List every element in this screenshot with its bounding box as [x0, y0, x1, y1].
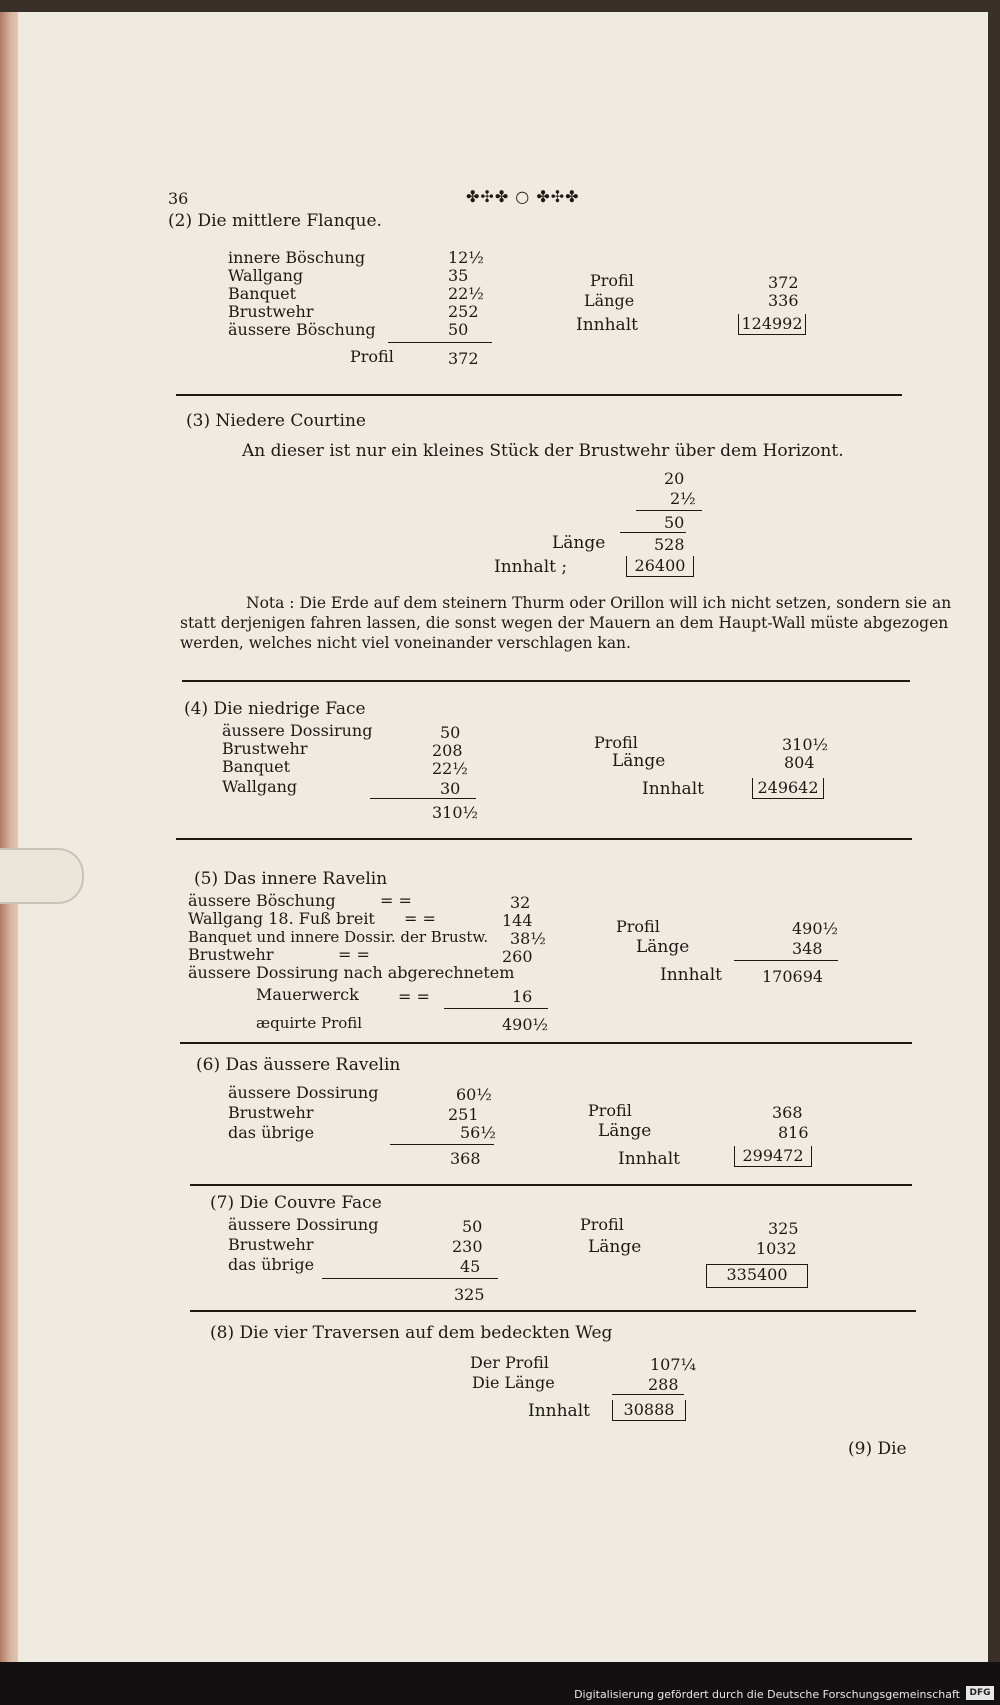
sum-line: [444, 1008, 548, 1009]
s5-row-dots: = =: [380, 891, 412, 910]
section-4-heading: (4) Die niedrige Face: [184, 699, 366, 719]
s4-result-box: 249642: [752, 778, 824, 799]
s3-number: 20: [664, 469, 685, 488]
s2-calc-value: 372: [768, 273, 799, 292]
s3-calc-label: Länge: [552, 533, 606, 553]
s4-row-label: äussere Dossirung: [222, 721, 373, 740]
s5-calc-value: 170694: [762, 967, 824, 986]
s7-calc-label: Länge: [588, 1237, 642, 1257]
s2-row-label: Brustwehr: [228, 302, 314, 321]
s5-row-value: 32: [510, 893, 531, 912]
s3-calc-label: Innhalt ;: [494, 557, 568, 577]
book-page: [18, 12, 988, 1662]
s7-row-label: Brustwehr: [228, 1235, 314, 1254]
sum-line: [322, 1278, 498, 1279]
sum-line: [390, 1144, 494, 1145]
s3-calc-value: 528: [654, 535, 685, 554]
footer-text: Digitalisierung gefördert durch die Deutsche Forschungsgemeinschaft: [574, 1688, 960, 1701]
s2-row-value: 252: [448, 302, 479, 321]
s2-sum-value: 372: [448, 349, 479, 368]
s4-row-label: Brustwehr: [222, 739, 308, 758]
s6-row-label: Brustwehr: [228, 1103, 314, 1122]
s6-calc-value: 368: [772, 1103, 803, 1122]
ornament: ✤✣✤ ○ ✤✣✤: [466, 187, 580, 206]
s8-result-box: 30888: [612, 1400, 686, 1421]
s5-calc-label: Profil: [616, 917, 660, 936]
page-bookmark-tab[interactable]: [0, 848, 84, 904]
s8-calc-value: 107¼: [650, 1355, 697, 1374]
dfg-logo: DFG: [966, 1686, 994, 1700]
s4-row-label: Wallgang: [222, 777, 298, 796]
section-8-heading: (8) Die vier Traversen auf dem bedeckten Weg: [210, 1323, 613, 1343]
section-divider: [180, 1042, 912, 1044]
sum-line: [620, 532, 686, 533]
s5-row-label: Wallgang 18. Fuß breit: [188, 909, 375, 928]
s8-calc-label: Innhalt: [528, 1401, 590, 1421]
section-5-heading: (5) Das innere Ravelin: [194, 869, 388, 889]
s2-row-value: 50: [448, 320, 469, 339]
s6-row-value: 251: [448, 1105, 479, 1124]
s6-sum-value: 368: [450, 1149, 481, 1168]
s5-row-label: äussere Böschung: [188, 891, 336, 910]
s8-calc-label: Die Länge: [472, 1373, 555, 1392]
s2-row-value: 12½: [448, 248, 484, 267]
section-divider: [176, 394, 902, 396]
sum-line: [734, 960, 838, 961]
s5-calc-value: 490½: [792, 919, 839, 938]
section-divider: [176, 838, 912, 840]
section-6-heading: (6) Das äussere Ravelin: [196, 1055, 401, 1075]
section-divider: [182, 680, 910, 682]
s7-row-value: 230: [452, 1237, 483, 1256]
s7-row-label: äussere Dossirung: [228, 1215, 379, 1234]
s6-row-value: 60½: [456, 1085, 492, 1104]
s4-calc-label: Länge: [612, 751, 666, 771]
s2-result-box: 124992: [738, 314, 806, 335]
sum-line: [370, 798, 476, 799]
s2-row-value: 35: [448, 266, 469, 285]
s7-calc-value: 1032: [756, 1239, 797, 1258]
s7-sum-value: 325: [454, 1285, 485, 1304]
s7-row-label: das übrige: [228, 1255, 315, 1274]
s7-result-box: 335400: [706, 1264, 808, 1288]
s5-row-value: 38½: [510, 929, 546, 948]
section-3-heading: (3) Niedere Courtine: [186, 411, 366, 431]
s2-row-label: Wallgang: [228, 266, 304, 285]
s4-row-value: 22½: [432, 759, 468, 778]
s2-calc-label: Profil: [590, 271, 634, 290]
s5-row-value: 144: [502, 911, 533, 930]
section-divider: [190, 1310, 916, 1312]
s6-calc-label: Länge: [598, 1121, 652, 1141]
s4-calc-value: 310½: [782, 735, 829, 754]
s6-calc-label: Profil: [588, 1101, 632, 1120]
s5-row-label: äussere Dossirung nach abgerechnetem: [188, 963, 515, 982]
nota-line: statt derjenigen fahren lassen, die sonst wegen der Mauern an dem Haupt-Wall müste abgezogen: [180, 614, 949, 632]
s6-row-value: 56½: [460, 1123, 496, 1142]
s4-row-value: 208: [432, 741, 463, 760]
s5-row-dots: = =: [338, 945, 370, 964]
s5-row-label: Mauerwerck: [256, 985, 359, 1004]
s2-row-label: innere Böschung: [228, 248, 366, 267]
digitization-footer: [0, 1662, 1000, 1705]
s5-calc-label: Länge: [636, 937, 690, 957]
s7-calc-label: Profil: [580, 1215, 624, 1234]
s5-row-value: 260: [502, 947, 533, 966]
s2-row-value: 22½: [448, 284, 484, 303]
nota-line: werden, welches nicht viel voneinander verschlagen kan.: [180, 634, 631, 652]
s2-row-label: Banquet: [228, 284, 297, 303]
s5-row-dots: = =: [398, 987, 430, 1006]
s8-calc-value: 288: [648, 1375, 679, 1394]
s7-row-value: 45: [460, 1257, 481, 1276]
s5-row-label: Banquet und innere Dossir. der Brustw.: [188, 928, 489, 946]
sum-line: [388, 342, 492, 343]
sum-line: [636, 510, 702, 511]
s5-row-value: 16: [512, 987, 533, 1006]
s3-number: 2½: [670, 489, 696, 508]
s6-result-box: 299472: [734, 1146, 812, 1167]
nota-line: Nota : Die Erde auf dem steinern Thurm oder Orillon will ich nicht setzen, sondern sie an: [246, 594, 952, 612]
s2-calc-label: Länge: [584, 291, 635, 310]
s6-row-label: äussere Dossirung: [228, 1083, 379, 1102]
s3-result-box: 26400: [626, 556, 694, 577]
s5-calc-label: Innhalt: [660, 965, 722, 985]
s6-row-label: das übrige: [228, 1123, 315, 1142]
s4-row-value: 50: [440, 723, 461, 742]
s2-row-label: äussere Böschung: [228, 320, 376, 339]
s4-row-label: Banquet: [222, 757, 291, 776]
section-divider: [190, 1184, 912, 1186]
s2-sum-label: Profil: [350, 347, 394, 366]
s8-calc-label: Der Profil: [470, 1353, 549, 1372]
section-2-heading: (2) Die mittlere Flanque.: [168, 211, 382, 231]
s2-calc-value: 336: [768, 291, 799, 310]
s5-row-dots: = =: [404, 909, 436, 928]
s3-text: An dieser ist nur ein kleines Stück der Brustwehr über dem Horizont.: [242, 441, 844, 461]
s4-row-value: 30: [440, 779, 461, 798]
section-7-heading: (7) Die Couvre Face: [210, 1193, 382, 1213]
s6-calc-label: Innhalt: [618, 1149, 680, 1169]
s5-row-label: Brustwehr: [188, 945, 274, 964]
s4-calc-value: 804: [784, 753, 815, 772]
s3-number: 50: [664, 513, 685, 532]
s5-calc-value: 348: [792, 939, 823, 958]
page-number: 36: [168, 189, 189, 208]
s2-calc-label: Innhalt: [576, 315, 638, 335]
s4-calc-label: Profil: [594, 733, 638, 752]
s5-sum-value: 490½: [502, 1015, 549, 1034]
catchword: (9) Die: [848, 1439, 907, 1459]
s4-sum-value: 310½: [432, 803, 479, 822]
s7-row-value: 50: [462, 1217, 483, 1236]
s4-calc-label: Innhalt: [642, 779, 704, 799]
sum-line: [612, 1394, 684, 1395]
s6-calc-value: 816: [778, 1123, 809, 1142]
s5-sum-label: æquirte Profil: [256, 1014, 363, 1032]
s7-calc-value: 325: [768, 1219, 799, 1238]
